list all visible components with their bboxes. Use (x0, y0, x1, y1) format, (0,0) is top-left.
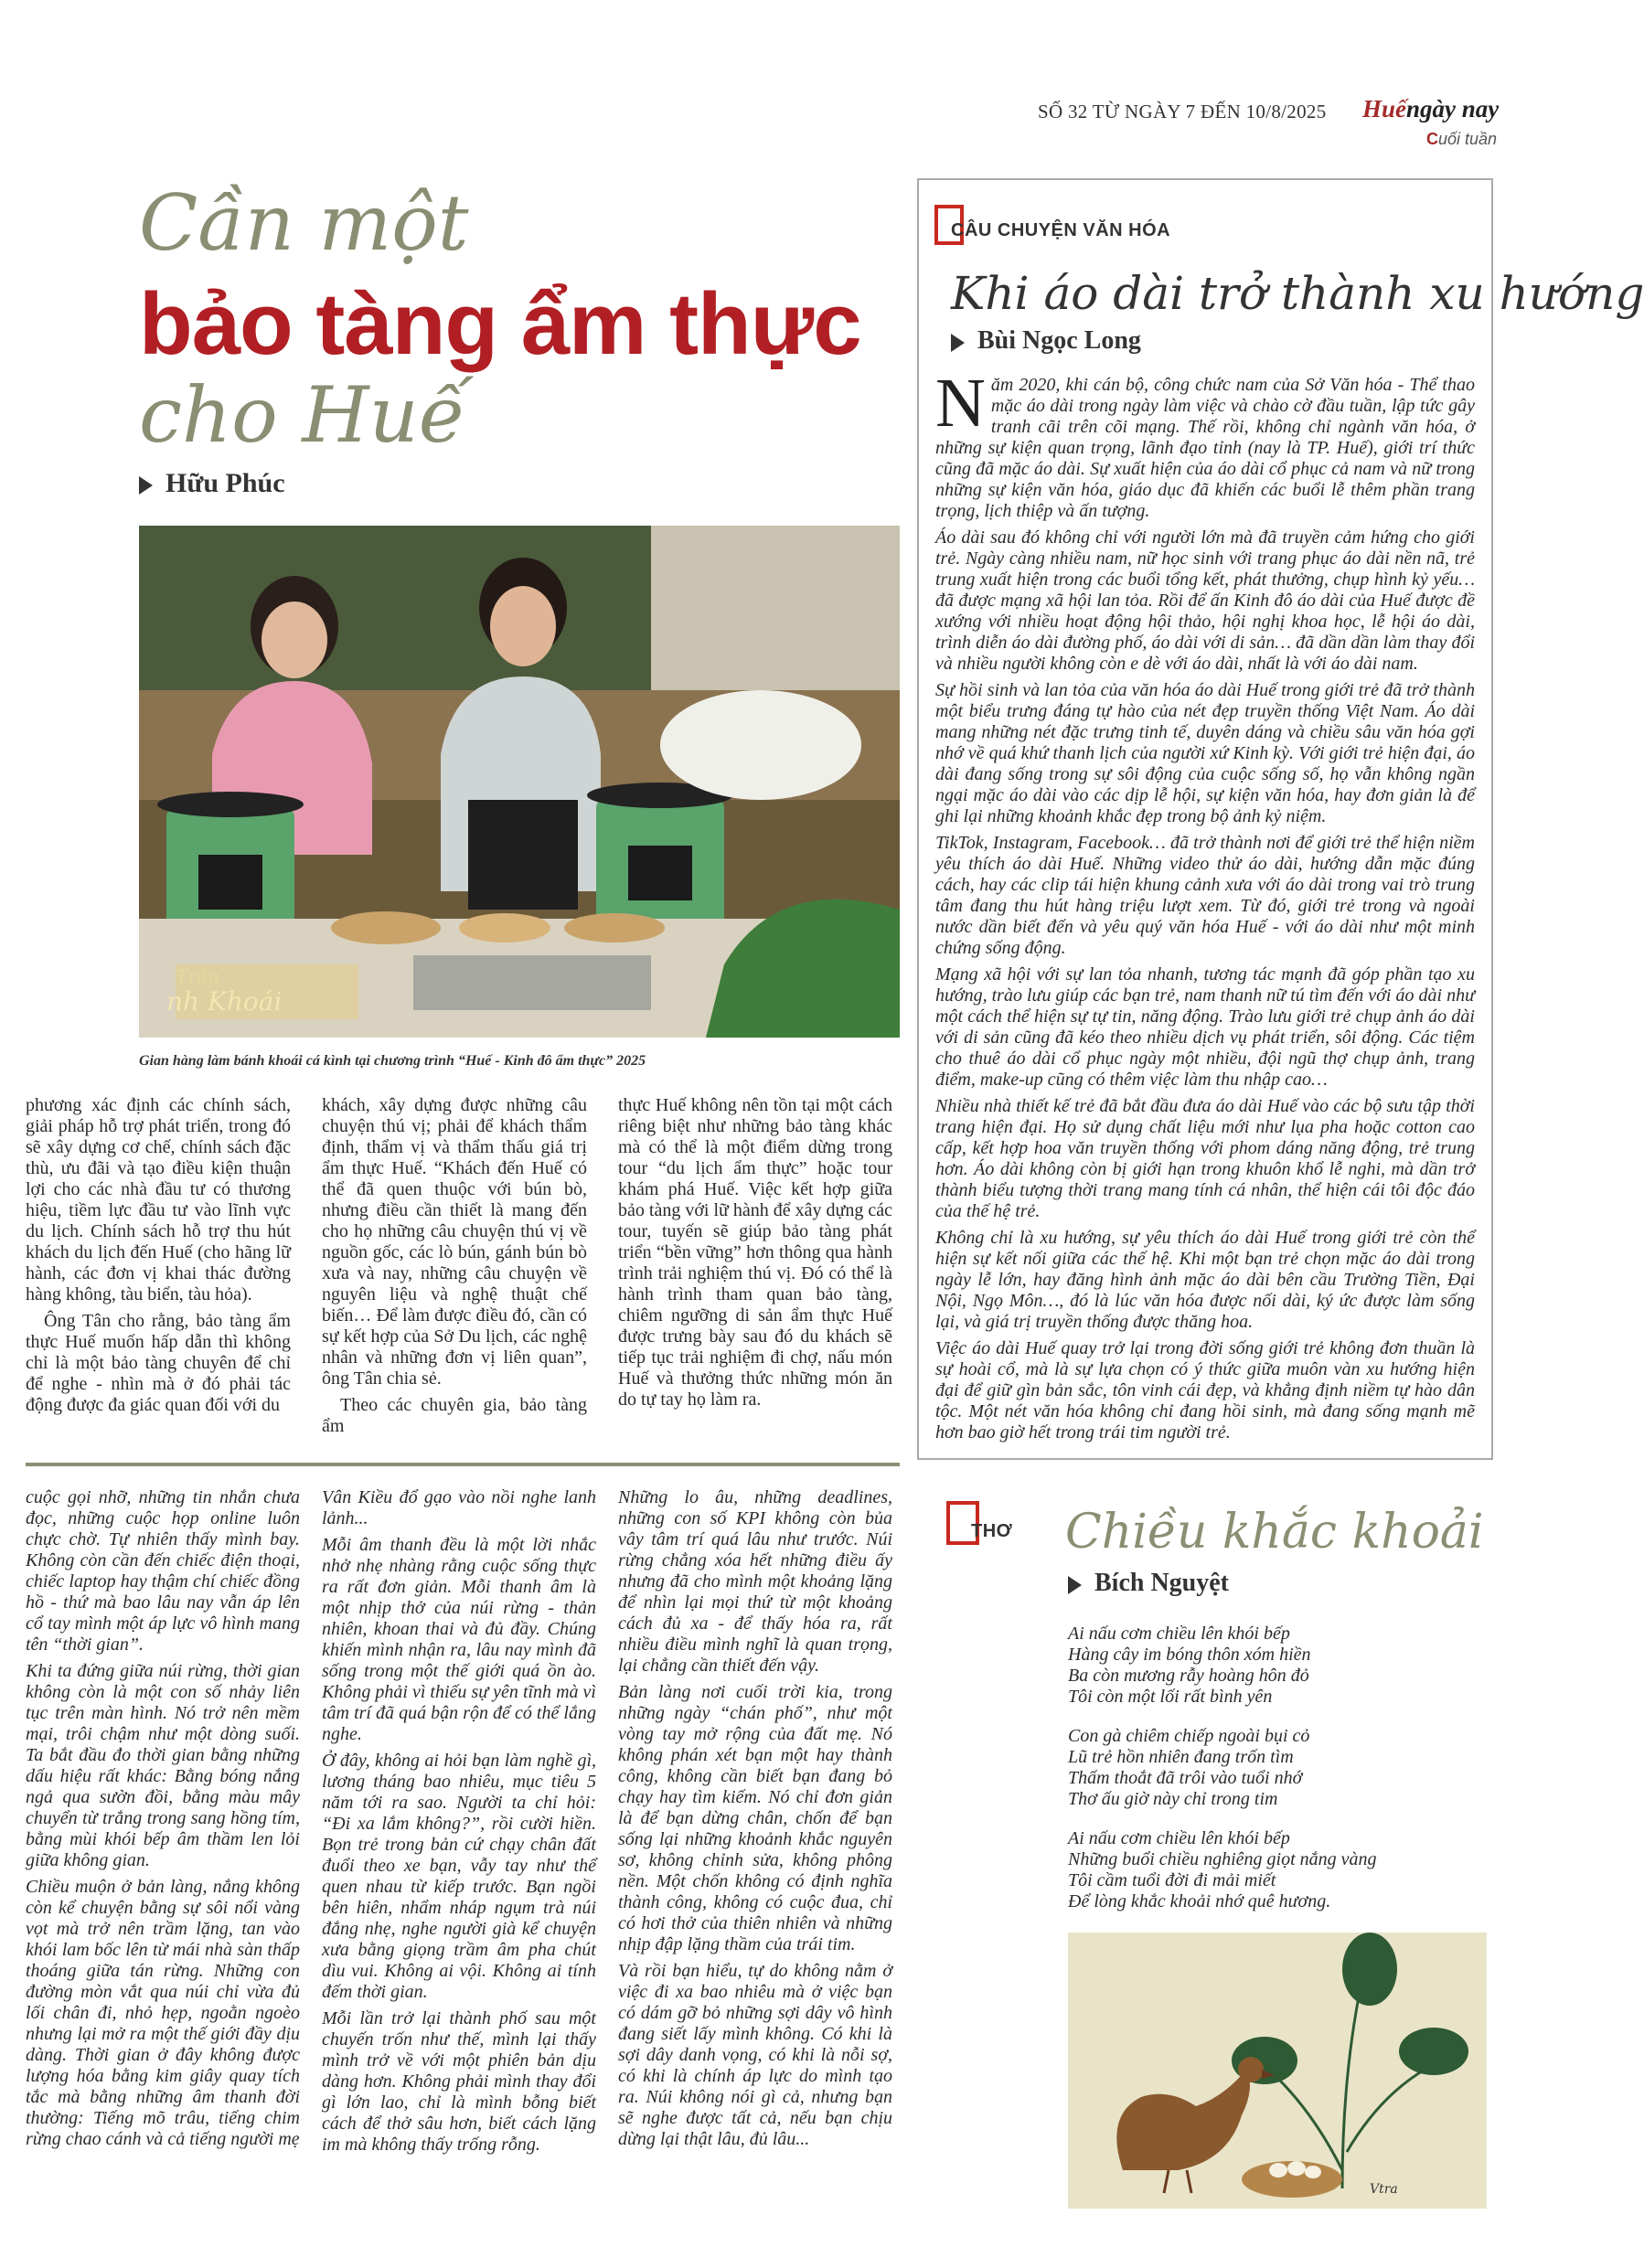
lower-col3-para: Bản làng nơi cuối trời kia, trong những ngày “chán phố”, như một vòng tay mở rộng của đất mẹ. Nó không phán xét bạn một hay thành công, không cần biết bạn đang bỏ chạy hay tìm kiếm. Nó chỉ đơn giản là để bạn dừng chân, chốn để bạn sống lại những khoảnh khắc nguyên sơ, không chỉnh sửa, không phông nền. Một chốn không có định nghĩa thành công, không có cuộc đua, chỉ có hơi thở của thiên nhiên và những nhịp đập lặng thầm của trái tim. (618, 1682, 892, 1954)
culture-para-1 (935, 365, 1475, 522)
brand-hue: Huế (1362, 95, 1407, 122)
culture-para: Áo dài sau đó không chỉ với người lớn mà đã truyền cảm hứng cho giới trẻ. Ngày càng nhiều nam, nữ học sinh với trang phục áo dài nền nã, trẻ trung xuất hiện trong các buổi tổng kết, phát thưởng, chụp hình kỷ yếu… đã được mạng xã hội lan tỏa. Rồi để ấn Kinh đô áo dài của Huế được đề xướng với nhiều hoạt động hội thảo, hội nghị khoa học, lễ hội áo dài, trình diễn áo dài đường phố, áo dài với di sản… đã dần dần làm thay đổi và nhiều người không còn e dè với áo dài, nhất là với áo dài nam. (935, 527, 1475, 674)
article-photo (139, 526, 900, 1038)
lower-col-2 (322, 1487, 596, 2156)
issue-line: SỐ 32 TỪ NGÀY 7 ĐẾN 10/8/2025 (1038, 101, 1327, 122)
poem-line: Lũ trẻ hồn nhiên đang trốn tìm (1068, 1747, 1294, 1767)
article-author: Hữu Phúc (165, 468, 285, 498)
lower-col2-para: Ở đây, không ai hỏi bạn làm nghề gì, lương tháng bao nhiêu, mục tiêu 5 năm tới ra sao. Người ta chỉ hỏi: “Đi xa lắm không?”, rồi cười hiền. Bọn trẻ trong bản cứ chạy chân đất đuổi theo xe bạn, vẫy tay như thể quen nhau từ kiếp trước. Bạn ngồi bên hiên, nhẩm nháp ngụm trà núi đắng nhẹ, nghe người già kể chuyện xưa bằng giọng trầm âm pha chút dìu vui. Không ai vội. Không ai tính đếm thời gian. (322, 1751, 596, 2002)
art-signature: Vtra (1370, 2182, 1398, 2197)
article-byline (139, 468, 285, 499)
lower-col-1 (26, 1487, 300, 2150)
poem-line: Những buổi chiều nghiêng giọt nắng vàng (1068, 1849, 1377, 1869)
poem-byline (1068, 1569, 1229, 1598)
play-triangle-icon (1068, 1576, 1082, 1594)
brand-subtitle (1426, 130, 1497, 149)
poem-illustration (1068, 1933, 1487, 2209)
section-divider (26, 1463, 900, 1466)
culture-body (935, 365, 1475, 1443)
poem-body (1068, 1624, 1479, 1931)
culture-para: Không chỉ là xu hướng, sự yêu thích áo dài Huế trong giới trẻ còn thể hiện sự kết nối giữa các thế hệ. Khi một bạn trẻ chọn mặc áo dài trong ngày lễ lớn, hay đăng hình ảnh mặc áo dài bên cầu Trường Tiền, Đại Nội, Ngọ Môn…, đó là lúc văn hóa được nối dài, ký ức được làm sống lại, và giá trị truyền thống được thăng hoa. (935, 1228, 1475, 1332)
brand-ngaynay: ngày nay (1406, 95, 1500, 122)
lower-col3-para: Và rồi bạn hiểu, tự do không nằm ở việc đi xa bao nhiêu mà ở việc bạn có dám gỡ bỏ những sợi dây vô hình đang siết lấy mình không. Có khi là sợi dây danh vọng, có khi là nỗi sợ, có khi là chính áp lực do mình tạo ra. Núi không nói gì cả, nhưng bạn sẽ nghe được tất cả, nếu bạn chịu dừng lại thật lâu, đủ lâu... (618, 1961, 892, 2149)
poem-kicker: THƠ (971, 1521, 1013, 1541)
article-title-line1: Cần một (139, 178, 469, 268)
culture-para-1-text: ăm 2020, khi cán bộ, công chức nam của Sở Văn hóa - Thể thao mặc áo dài trong ngày làm việc và chào cờ đầu tuần, lập tức gây tranh cãi trên cõi mạng. Thế rồi, không chỉ ngành văn hóa, ở những sự kiện quan trọng, lãnh đạo tỉnh (nay là TP. Huế), giới trí thức cũng đã mặc áo dài. Sự xuất hiện của áo dài cổ phục cả nam và nữ trong những sự kiện văn hóa, giáo dục đã khiến các buổi lễ thêm phần trang trọng, lịch thiệp và ấn tượng. (935, 375, 1475, 521)
poem-title: Chiều khắc khoải (1065, 1505, 1484, 1560)
culture-author: Bùi Ngọc Long (977, 326, 1141, 355)
brand-sub-rest: uối tuần (1438, 130, 1498, 148)
poem-line: Ba còn mương rẫy hoàng hôn đỏ (1068, 1666, 1309, 1686)
article-title-line2: bảo tàng ẩm thực (139, 275, 861, 373)
culture-para: Nhiều nhà thiết kế trẻ đã bắt đầu đưa áo dài Huế vào các bộ sưu tập thời trang hiện đại. Họ sử dụng chất liệu mới như lụa pha hoặc cotton cao cấp, kết hợp hoa văn truyền thống với phom dáng năng động, trẻ trung hơn. Áo dài không còn bị giới hạn trong khuôn khổ lễ nghi, mà dần trở thành biểu tượng thời trang mang tính cá nhân, thể hiện cái tôi độc đáo của thế hệ trẻ. (935, 1096, 1475, 1221)
play-triangle-icon (951, 334, 965, 352)
article-col-3 (618, 1095, 892, 1411)
poem-stanza (1068, 1828, 1479, 1912)
poem-line: Con gà chiêm chiếp ngoài bụi cỏ (1068, 1726, 1310, 1746)
brand-sub-c: C (1426, 130, 1438, 148)
article-col-2 (322, 1095, 587, 1437)
poem-author: Bích Nguyệt (1094, 1569, 1229, 1597)
poem-line: Để lòng khắc khoải nhớ quê hương. (1068, 1891, 1331, 1911)
culture-para: TikTok, Instagram, Facebook… đã trở thành nơi để giới trẻ thể hiện niềm yêu thích áo dài Huế. Những video thử áo dài, hướng dẫn mặc đúng cách, hay các clip tái hiện khung cảnh xưa với áo dài trong vai trò trung tâm đang thu hút hàng triệu lượt xem. Từ đó, giới trẻ trong và ngoài nước dần biết đến và yêu quý văn hóa Huế - với áo dài như một minh chứng sống động. (935, 833, 1475, 958)
article-title-line3: cho Huế (139, 370, 466, 460)
lower-col2-para: Mỗi âm thanh đều là một lời nhắc nhở nhẹ nhàng rằng cuộc sống thực ra rất đơn giản. Mỗi thanh âm là một nhịp thở của núi rừng - thản nhiên, khoan thai và đủ đầy. Chúng khiến mình nhận ra, lâu nay mình đã sống trong một thế giới quá ồn ào. Không phải vì thiếu sự yên tĩnh mà vì tâm trí đã quá bận rộn để có thể lắng nghe. (322, 1535, 596, 1744)
article-col3-para: thực Huế không nên tồn tại một cách riêng biệt như những bảo tàng khác mà có thể là một điểm dừng trong tour “du lịch ẩm thực” hoặc tour khám phá Huế. Việc kết hợp giữa bảo tàng với lữ hành để xây dựng các tour, tuyến sẽ giúp bảo tàng phát triển “bền vững” hơn thông qua hành trình trải nghiệm thú vị. Đó có thể là hành trình tham quan bảo tàng, chiêm ngưỡng di sản ẩm thực Huế được trưng bày sau đó du khách sẽ tiếp tục trải nghiệm đi chợ, nấu món Huế và thưởng thức những món ăn do tự tay họ làm ra. (618, 1095, 892, 1410)
article-col2-para: Theo các chuyên gia, bảo tàng ẩm (322, 1395, 587, 1436)
photo-sign-1: Trần (176, 965, 220, 987)
poem-stanza (1068, 1726, 1479, 1810)
article-col-1 (26, 1095, 291, 1416)
lower-col1-para: Chiều muộn ở bản làng, nắng không còn kể chuyện bằng sự sôi nổi vàng vọt mà trở nên trầm lặng, tan vào khói lam bốc lên từ mái nhà sàn thấp thoáng giữa tán rừng. Những con đường mòn vắt qua núi chỉ vừa đủ lối chân đi, nhỏ hẹp, ngoằn ngoèo nhưng lại mở ra một thế giới đầy dịu dàng. Thời gian ở đây không được lượng hóa bằng kim giây quay tích tắc mà bằng những âm thanh đời thường: Tiếng mõ trâu, tiếng chim rừng chao cánh và cả tiếng người mẹ (26, 1877, 300, 2149)
lower-col2-para: Vân Kiều đổ gạo vào nồi nghe lanh lảnh... (322, 1487, 596, 1528)
lower-col1-para: cuộc gọi nhỡ, những tin nhắn chưa đọc, những cuộc họp online luôn chực chờ. Tự nhiên thấy mình bay. Không còn cần đến chiếc điện thoại, chiếc laptop hay thậm chí chiếc đồng hồ - thứ mà bao lâu nay vẫn áp lên cổ tay mình một áp lực vô hình mang tên “thời gian”. (26, 1487, 300, 1655)
article-col1-para: phương xác định các chính sách, giải pháp hỗ trợ phát triển, trong đó sẽ xây dựng cơ chế, chính sách đặc thù, ưu đãi và tạo điều kiện thuận lợi cho các nhà đầu tư có thương hiệu, tiềm lực đầu tư vào lĩnh vực du lịch. Chính sách hỗ trợ thu hút khách du lịch đến Huế (cho hãng lữ hành, các đơn vị khai thác đường hàng không, tàu biển, tàu hỏa). (26, 1095, 291, 1304)
culture-para: Mạng xã hội với sự lan tỏa nhanh, tương tác mạnh đã góp phần tạo xu hướng, trào lưu giúp các bạn trẻ, nam thanh nữ tú tìm đến với áo dài như một cách thể hiện sự tự tin, năng động. Trào lưu giới trẻ chụp ảnh áo dài với di sản cũng đã kéo theo nhiều dịch vụ phát triển, sôi động. Các tiệm cho thuê áo dài cổ phục ngày một nhiều, đội ngũ thợ chụp ảnh, trang điểm, make-up cũng có thêm việc làm thu nhập cao… (935, 964, 1475, 1090)
culture-title: Khi áo dài trở thành xu hướng (951, 267, 1644, 320)
play-triangle-icon (139, 476, 153, 495)
lower-col2-para: Mỗi lần trở lại thành phố sau một chuyến trốn như thế, mình lại thấy mình trở về với một phiên bản dịu dàng hơn. Không phải mình thay đổi gì lớn lao, chỉ là mình bỗng biết cách để thở sâu hơn, biết cách lặng im mà không thấy trống rỗng. (322, 2008, 596, 2155)
article-col2-para: khách, xây dựng được những câu chuyện thú vị; phải để khách thẩm định, thẩm vị và thẩm thấu giá trị ẩm thực Huế. “Khách đến Huế có thể đã quen thuộc với bún bò, nhưng điều cần thiết là mang đến cho họ những câu chuyện thú vị về nguồn gốc, các lò bún, gánh bún bò xưa và nay, những câu chuyện về nguyên liệu và nghệ thuật chế biến… Để làm được điều đó, cần có sự kết hợp của Sở Du lịch, các nghệ nhân và những đơn vị liên quan”, ông Tân chia sẻ. (322, 1095, 587, 1389)
poem-line: Ai nấu cơm chiều lên khói bếp (1068, 1828, 1290, 1848)
hen-and-plant-drawing (1068, 1933, 1487, 2209)
poem-stanza (1068, 1624, 1479, 1708)
lower-col1-para: Khi ta đứng giữa núi rừng, thời gian không còn là một con số nhảy liên tục trên màn hình. Nó trở nên mềm mại, trôi chậm như một dòng suối. Ta bắt đầu đo thời gian bằng những dấu hiệu rất khác: Bằng bóng nắng ngả qua sườn đồi, bằng màu mây chuyển từ trắng trong sang hồng tím, bằng mùi khói bếp âm thầm len lỏi giữa không gian. (26, 1661, 300, 1870)
poem-line: Thơ ấu giờ này chỉ trong tim (1068, 1789, 1278, 1809)
culture-para: Sự hồi sinh và lan tỏa của văn hóa áo dài Huế trong giới trẻ đã trở thành một biểu trưng đáng tự hào của nét đẹp truyền thống Việt Nam. Áo dài mang những nét đặc trưng tinh tế, duyên dáng và chiều sâu văn hóa gợi nhớ về quá khứ thanh lịch của người xứ Kinh kỳ. Với giới trẻ hiện đại, áo dài đang sống trong sự sôi động của cuộc sống số, họ vẫn không ngần ngại mặc áo dài vào các dịp lễ hội, sự kiện văn hóa, hay đơn giản là để ghi lại những khoảnh khắc đẹp trong bộ ảnh kỷ niệm. (935, 680, 1475, 826)
poem-line: Ai nấu cơm chiều lên khói bếp (1068, 1624, 1290, 1644)
dropcap: N (935, 365, 986, 442)
lower-col3-para: Những lo âu, những deadlines, những con số KPI không còn bủa vây tâm trí quá lâu như trước. Núi rừng chẳng xóa hết những điều ấy nhưng đã cho mình một khoảng lặng để nhìn lại mọi thứ từ một khoảng cách đủ xa - để thấy hóa ra, rất nhiều điều mình nghĩ là quan trọng, lại chẳng cần thiết đến vậy. (618, 1487, 892, 1676)
poem-line: Tôi cầm tuổi đời đi mải miết (1068, 1870, 1276, 1890)
poem-line: Hàng cây im bóng thôn xóm hiền (1068, 1645, 1311, 1665)
article-col1-para: Ông Tân cho rằng, bảo tàng ẩm thực Huế muốn hấp dẫn thì không chỉ là một bảo tàng chuyên để chỉ để nghe - nhìn mà ở đó phải tác động được đa giác quan đối với du (26, 1311, 291, 1415)
poem-line: Tôi còn một lối rất bình yên (1068, 1687, 1273, 1707)
photo-sign-2: nh Khoái (166, 986, 283, 1017)
photo-caption: Gian hàng làm bánh khoái cá kình tại chương trình “Huế - Kinh đô ẩm thực” 2025 (139, 1053, 646, 1069)
culture-para: Việc áo dài Huế quay trở lại trong đời sống giới trẻ không đơn thuần là sự hoài cổ, mà là sự lựa chọn có ý thức giữa muôn vàn xu hướng hiện đại để giữ gìn bản sắc, tôn vinh cái đẹp, và khẳng định niềm tự hào dân tộc. Một nét văn hóa không chỉ đang hồi sinh, mà đang sống mạnh mẽ hơn bao giờ hết trong trái tim người trẻ. (935, 1338, 1475, 1443)
culture-byline (951, 326, 1141, 356)
poem-line: Thấm thoắt đã trôi vào tuổi nhớ (1068, 1768, 1303, 1788)
food-stall-illustration (139, 526, 900, 1038)
brand-logo (1362, 95, 1499, 123)
lower-col-3 (618, 1487, 892, 2150)
culture-kicker: CÂU CHUYỆN VĂN HÓA (951, 220, 1171, 240)
